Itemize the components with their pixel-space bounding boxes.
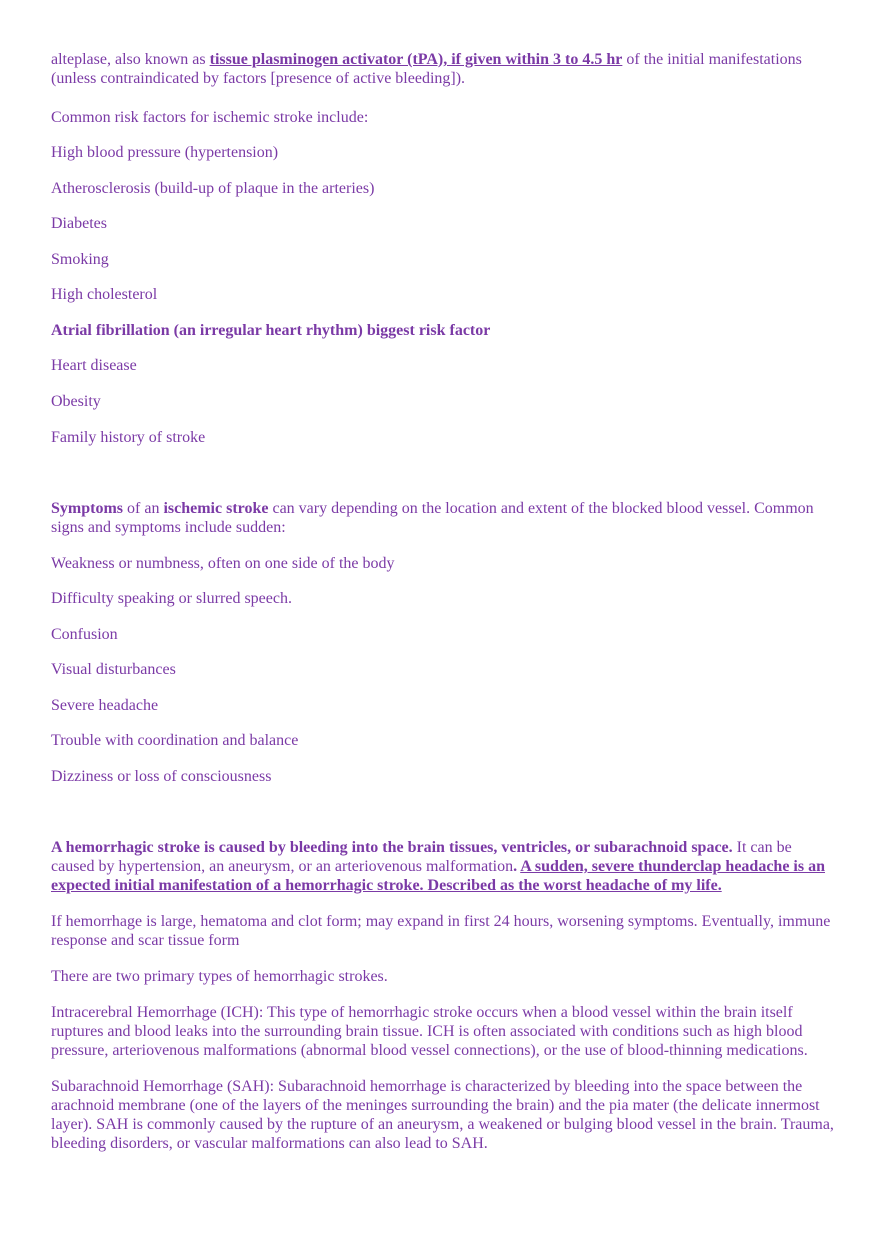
hemorrhagic-definition: A hemorrhagic stroke is caused by bleeding into the brain tissues, ventricles, or subarachnoid space. xyxy=(51,839,733,856)
period: . xyxy=(513,858,521,875)
ischemic-stroke-term: ischemic stroke xyxy=(163,500,269,517)
ich-paragraph: Intracerebral Hemorrhage (ICH): This type of hemorrhagic stroke occurs when a blood vessel within the brain itself ruptures and blood leaks into the surrounding brain tissue. ICH is often associated with conditions such as high blood pressure, arteriovenous malformations (abnormal blood vessel connections), or the use of blood-thinning medications. xyxy=(51,1004,808,1059)
risk-factor-item: Smoking xyxy=(51,251,109,268)
symptom-item: Trouble with coordination and balance xyxy=(51,732,299,749)
intro-text-1: alteplase, also known as xyxy=(51,51,210,68)
intro-text-2: of the initial manifestations (unless contraindicated by factors [presence of active bleeding]). xyxy=(51,51,802,87)
symptom-item: Dizziness or loss of consciousness xyxy=(51,768,272,785)
symptoms-text-2: can vary depending on the location and extent of the blocked blood vessel. Common signs and symptoms include sudden: xyxy=(51,500,814,536)
risk-factors-heading: Common risk factors for ischemic stroke include: xyxy=(51,109,369,126)
risk-factor-item: Atherosclerosis (build-up of plaque in the arteries) xyxy=(51,180,375,197)
hemorrhagic-stroke-paragraph xyxy=(51,838,836,895)
hematoma-paragraph: If hemorrhage is large, hematoma and clot form; may expand in first 24 hours, worsening symptoms. Eventually, immune response and scar tissue form xyxy=(51,913,831,949)
hemorrhagic-causes: It can be caused by hypertension, an aneurysm, or an arteriovenous malformation xyxy=(51,839,792,875)
symptoms-term: Symptoms xyxy=(51,500,124,517)
risk-factor-item: High cholesterol xyxy=(51,286,158,303)
risk-factor-item: Diabetes xyxy=(51,215,107,232)
risk-factor-item: Obesity xyxy=(51,393,101,410)
types-intro: There are two primary types of hemorrhagic strokes. xyxy=(51,968,388,985)
symptom-item: Confusion xyxy=(51,626,118,643)
symptom-item: Weakness or numbness, often on one side of the body xyxy=(51,555,395,572)
thunderclap-headache-emphasis: A sudden, severe thunderclap headache is an expected initial manifestation of a hemorrhagic stroke. Described as the worst headache of my life. xyxy=(51,858,825,894)
risk-factor-item-emphasis: Atrial fibrillation (an irregular heart rhythm) biggest risk factor xyxy=(51,322,491,339)
symptom-item: Difficulty speaking or slurred speech. xyxy=(51,590,292,607)
sah-paragraph: Subarachnoid Hemorrhage (SAH): Subarachnoid hemorrhage is characterized by bleeding into the space between the arachnoid membrane (one of the layers of the meninges surrounding the brain) and the pia mater (the delicate innermost layer). SAH is commonly caused by the rupture of an aneurysm, a weakened or bulging blood vessel in the brain. Trauma, bleeding disorders, or vascular malformations can also lead to SAH. xyxy=(51,1078,834,1152)
risk-factor-item: Heart disease xyxy=(51,357,137,374)
risk-factor-item: Family history of stroke xyxy=(51,429,206,446)
intro-paragraph xyxy=(51,50,836,88)
symptoms-intro-paragraph xyxy=(51,499,836,537)
symptom-item: Visual disturbances xyxy=(51,661,176,678)
risk-factor-item: High blood pressure (hypertension) xyxy=(51,144,279,161)
symptoms-text-1: of an xyxy=(123,500,164,517)
tpa-emphasis: tissue plasminogen activator (tPA), if given within 3 to 4.5 hr xyxy=(209,51,623,68)
symptom-item: Severe headache xyxy=(51,697,159,714)
